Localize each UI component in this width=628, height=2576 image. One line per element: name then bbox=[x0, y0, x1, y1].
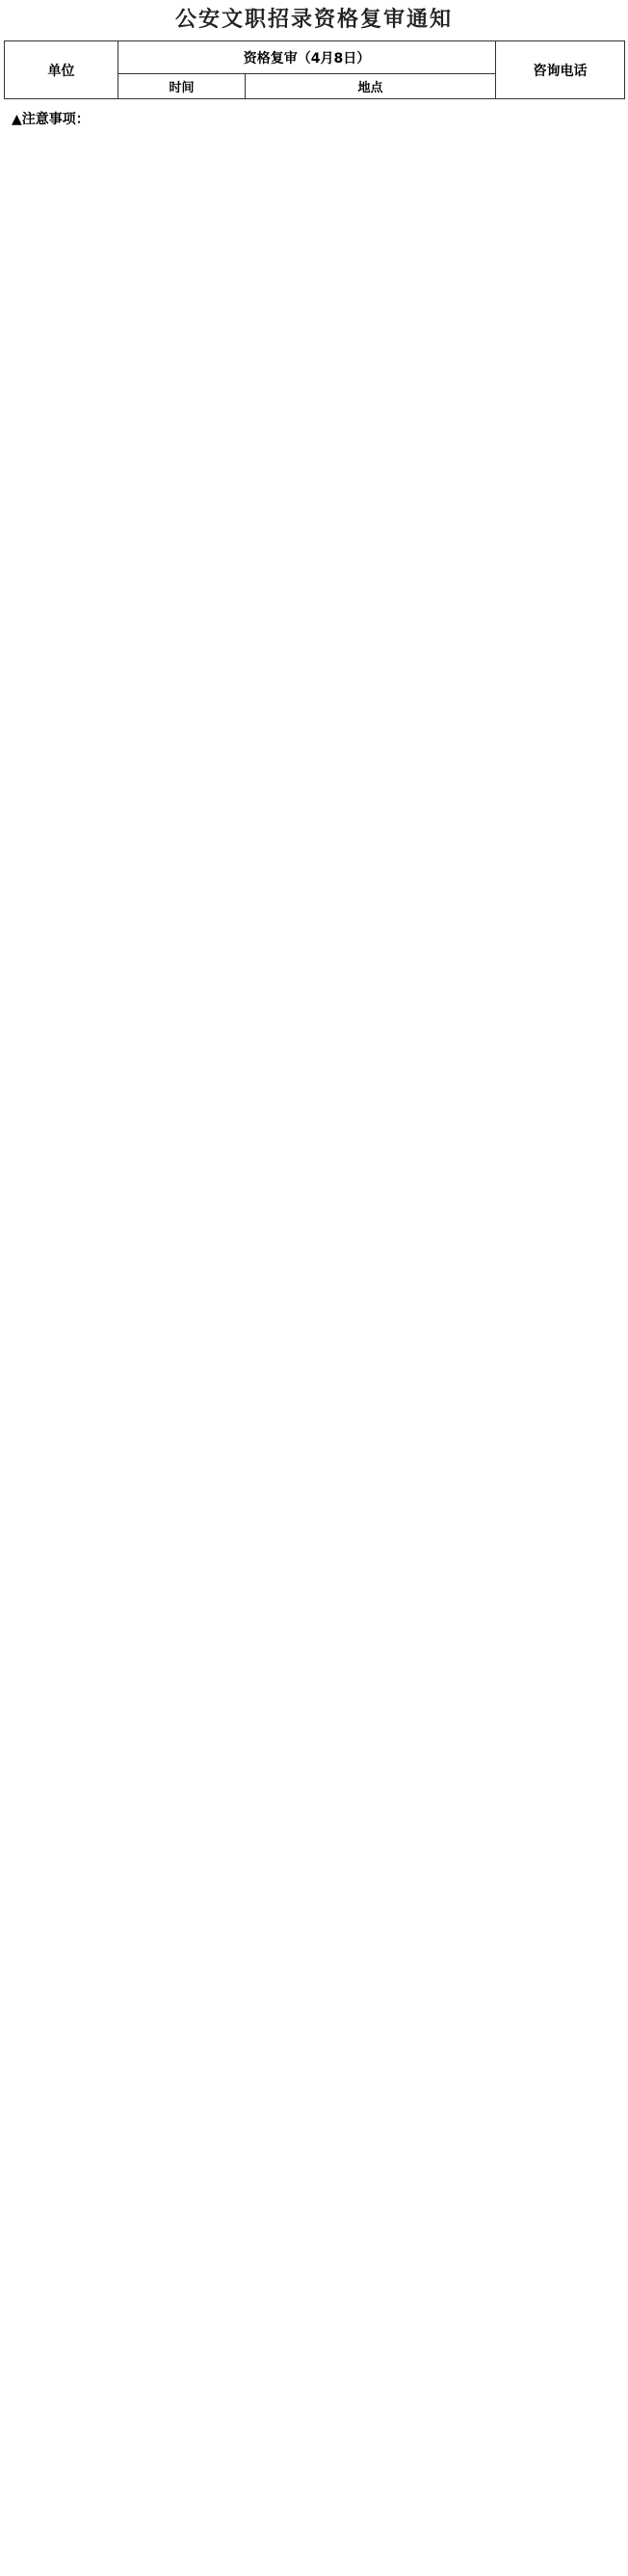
page-title: 公安文职招录资格复审通知 bbox=[174, 8, 453, 32]
notes-title: ▲注意事项： bbox=[12, 112, 90, 127]
review-table bbox=[4, 40, 625, 99]
header-phone: 咨询电话 bbox=[496, 41, 625, 99]
header-unit: 单位 bbox=[5, 41, 118, 99]
header-review: 资格复审（4月8日） bbox=[118, 41, 496, 74]
header-time: 时间 bbox=[118, 74, 246, 99]
header-location: 地点 bbox=[246, 74, 496, 99]
